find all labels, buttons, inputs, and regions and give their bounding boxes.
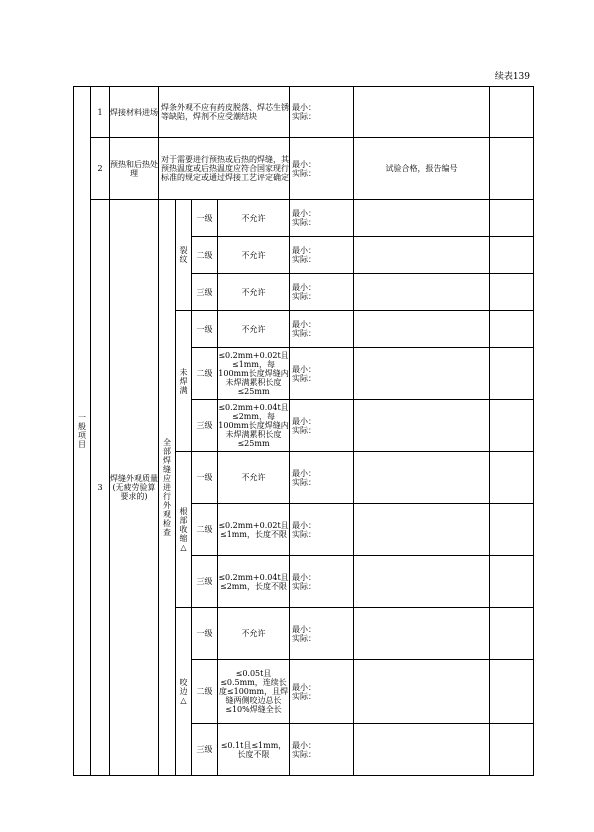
- defect-type-cell: 未焊满: [176, 311, 192, 452]
- grade-cell: 一级: [192, 200, 218, 237]
- acceptance-table: [73, 86, 534, 776]
- measure-cell: [290, 348, 354, 400]
- actual-label: 实际：: [292, 477, 316, 487]
- row-number: 1: [91, 87, 110, 138]
- min-label: 最小：: [292, 103, 316, 112]
- result-cell: [354, 200, 490, 237]
- measure-cell: [290, 660, 354, 724]
- min-label: 最小：: [292, 364, 316, 374]
- requirement-text: 对于需要进行预热或后热的焊缝，其预热温度或后热温度应符合国家现行标准的规定或通过焊接工艺评定确定: [159, 138, 290, 200]
- grade-cell: 三级: [192, 724, 218, 776]
- result-cell: 试验合格，报告编号: [354, 138, 490, 200]
- measure-cell: [290, 608, 354, 660]
- category-cell: 一般项目: [74, 87, 91, 776]
- measure-cell: [290, 237, 354, 274]
- spec-cell: 不允许: [218, 274, 290, 311]
- result-cell: [354, 556, 490, 608]
- measure-cell: [290, 400, 354, 452]
- min-label: 最小：: [292, 159, 316, 169]
- actual-label: 实际：: [292, 529, 316, 539]
- item-name: 预热和后热处理: [110, 138, 159, 200]
- actual-label: 实际：: [292, 292, 316, 301]
- result-cell: [354, 504, 490, 556]
- measure-cell: [290, 556, 354, 608]
- actual-label: 实际：: [292, 691, 316, 701]
- min-label: 最小：: [292, 682, 316, 692]
- actual-label: 实际：: [292, 168, 316, 178]
- grade-cell: 一级: [192, 452, 218, 504]
- blank-cell: [490, 724, 534, 776]
- measure-cell: [290, 504, 354, 556]
- grade-cell: 三级: [192, 400, 218, 452]
- spec-cell: ≤0.05t且≤0.5mm，连续长度≤100mm，且焊缝两侧咬边总长≤10%焊缝全长: [218, 660, 290, 724]
- grade-cell: 二级: [192, 504, 218, 556]
- result-cell: [354, 274, 490, 311]
- table-row: [74, 87, 534, 138]
- min-label: 最小：: [292, 283, 316, 292]
- blank-cell: [490, 504, 534, 556]
- min-label: 最小：: [292, 209, 316, 218]
- spec-cell: 不允许: [218, 237, 290, 274]
- min-label: 最小：: [292, 624, 316, 634]
- table-row: [74, 138, 534, 200]
- actual-label: 实际：: [292, 425, 316, 435]
- result-cell: [354, 400, 490, 452]
- blank-cell: [490, 274, 534, 311]
- actual-label: 实际：: [292, 373, 316, 383]
- measure-cell: [290, 452, 354, 504]
- result-cell: [354, 452, 490, 504]
- min-label: 最小：: [292, 572, 316, 582]
- measure-cell: [290, 724, 354, 776]
- result-cell: [354, 660, 490, 724]
- min-label: 最小：: [292, 416, 316, 426]
- page-label: 续表139: [494, 72, 530, 82]
- blank-cell: [490, 87, 534, 138]
- actual-label: 实际：: [292, 749, 316, 759]
- min-label: 最小：: [292, 246, 316, 255]
- defect-type-cell: 裂纹: [176, 200, 192, 311]
- blank-cell: [490, 311, 534, 348]
- actual-label: 实际：: [292, 581, 316, 591]
- blank-cell: [490, 400, 534, 452]
- spec-cell: ≤0.1t且≤1mm，长度不限: [218, 724, 290, 776]
- result-cell: [354, 608, 490, 660]
- row-number: 3: [91, 200, 110, 776]
- result-cell: [354, 237, 490, 274]
- requirement-text: 焊条外观不应有药皮脱落、焊芯生锈等缺陷，焊剂不应受潮结块: [159, 87, 290, 138]
- spec-cell: 不允许: [218, 311, 290, 348]
- item-name: 焊接材料进场: [110, 87, 159, 138]
- grade-cell: 三级: [192, 274, 218, 311]
- min-label: 最小：: [292, 740, 316, 750]
- blank-cell: [490, 452, 534, 504]
- actual-label: 实际：: [292, 255, 316, 264]
- blank-cell: [490, 556, 534, 608]
- spec-cell: ≤0.2mm+0.02t且≤1mm，长度不限: [218, 504, 290, 556]
- actual-label: 实际：: [292, 218, 316, 227]
- result-cell: [354, 724, 490, 776]
- actual-label: 实际：: [292, 633, 316, 643]
- measure-cell: [290, 138, 354, 200]
- grade-cell: 一级: [192, 311, 218, 348]
- blank-cell: [490, 348, 534, 400]
- result-cell: [354, 348, 490, 400]
- spec-cell: 不允许: [218, 608, 290, 660]
- measure-cell: [290, 274, 354, 311]
- grade-cell: 一级: [192, 608, 218, 660]
- actual-label: 实际：: [292, 112, 316, 121]
- spec-cell: ≤0.2mm+0.02t且≤1mm，每100mm长度焊缝内未焊满累积长度≤25mm: [218, 348, 290, 400]
- spec-cell: 不允许: [218, 200, 290, 237]
- grade-cell: 二级: [192, 660, 218, 724]
- row-number: 2: [91, 138, 110, 200]
- spec-cell: ≤0.2mm+0.04t且≤2mm，长度不限: [218, 556, 290, 608]
- measure-cell: [290, 87, 354, 138]
- min-label: 最小：: [292, 320, 316, 329]
- result-cell: [354, 311, 490, 348]
- spec-cell: 不允许: [218, 452, 290, 504]
- grade-cell: 二级: [192, 237, 218, 274]
- measure-cell: [290, 200, 354, 237]
- blank-cell: [490, 660, 534, 724]
- blank-cell: [490, 608, 534, 660]
- measure-cell: [290, 311, 354, 348]
- grade-cell: 三级: [192, 556, 218, 608]
- table-row: [74, 200, 534, 237]
- item-name: 焊缝外观质量(无疲劳验算要求的): [110, 200, 159, 776]
- result-cell: [354, 87, 490, 138]
- actual-label: 实际：: [292, 329, 316, 338]
- grade-cell: 二级: [192, 348, 218, 400]
- blank-cell: [490, 237, 534, 274]
- defect-type-cell: 根部收缩△: [176, 452, 192, 608]
- blank-cell: [490, 138, 534, 200]
- min-label: 最小：: [292, 520, 316, 530]
- spec-cell: ≤0.2mm+0.04t且≤2mm，每100mm长度焊缝内未焊满累积长度≤25mm: [218, 400, 290, 452]
- check-scope-cell: 全部焊缝应进行外观检查: [159, 200, 176, 776]
- defect-type-cell: 咬边△: [176, 608, 192, 776]
- blank-cell: [490, 200, 534, 237]
- min-label: 最小：: [292, 468, 316, 478]
